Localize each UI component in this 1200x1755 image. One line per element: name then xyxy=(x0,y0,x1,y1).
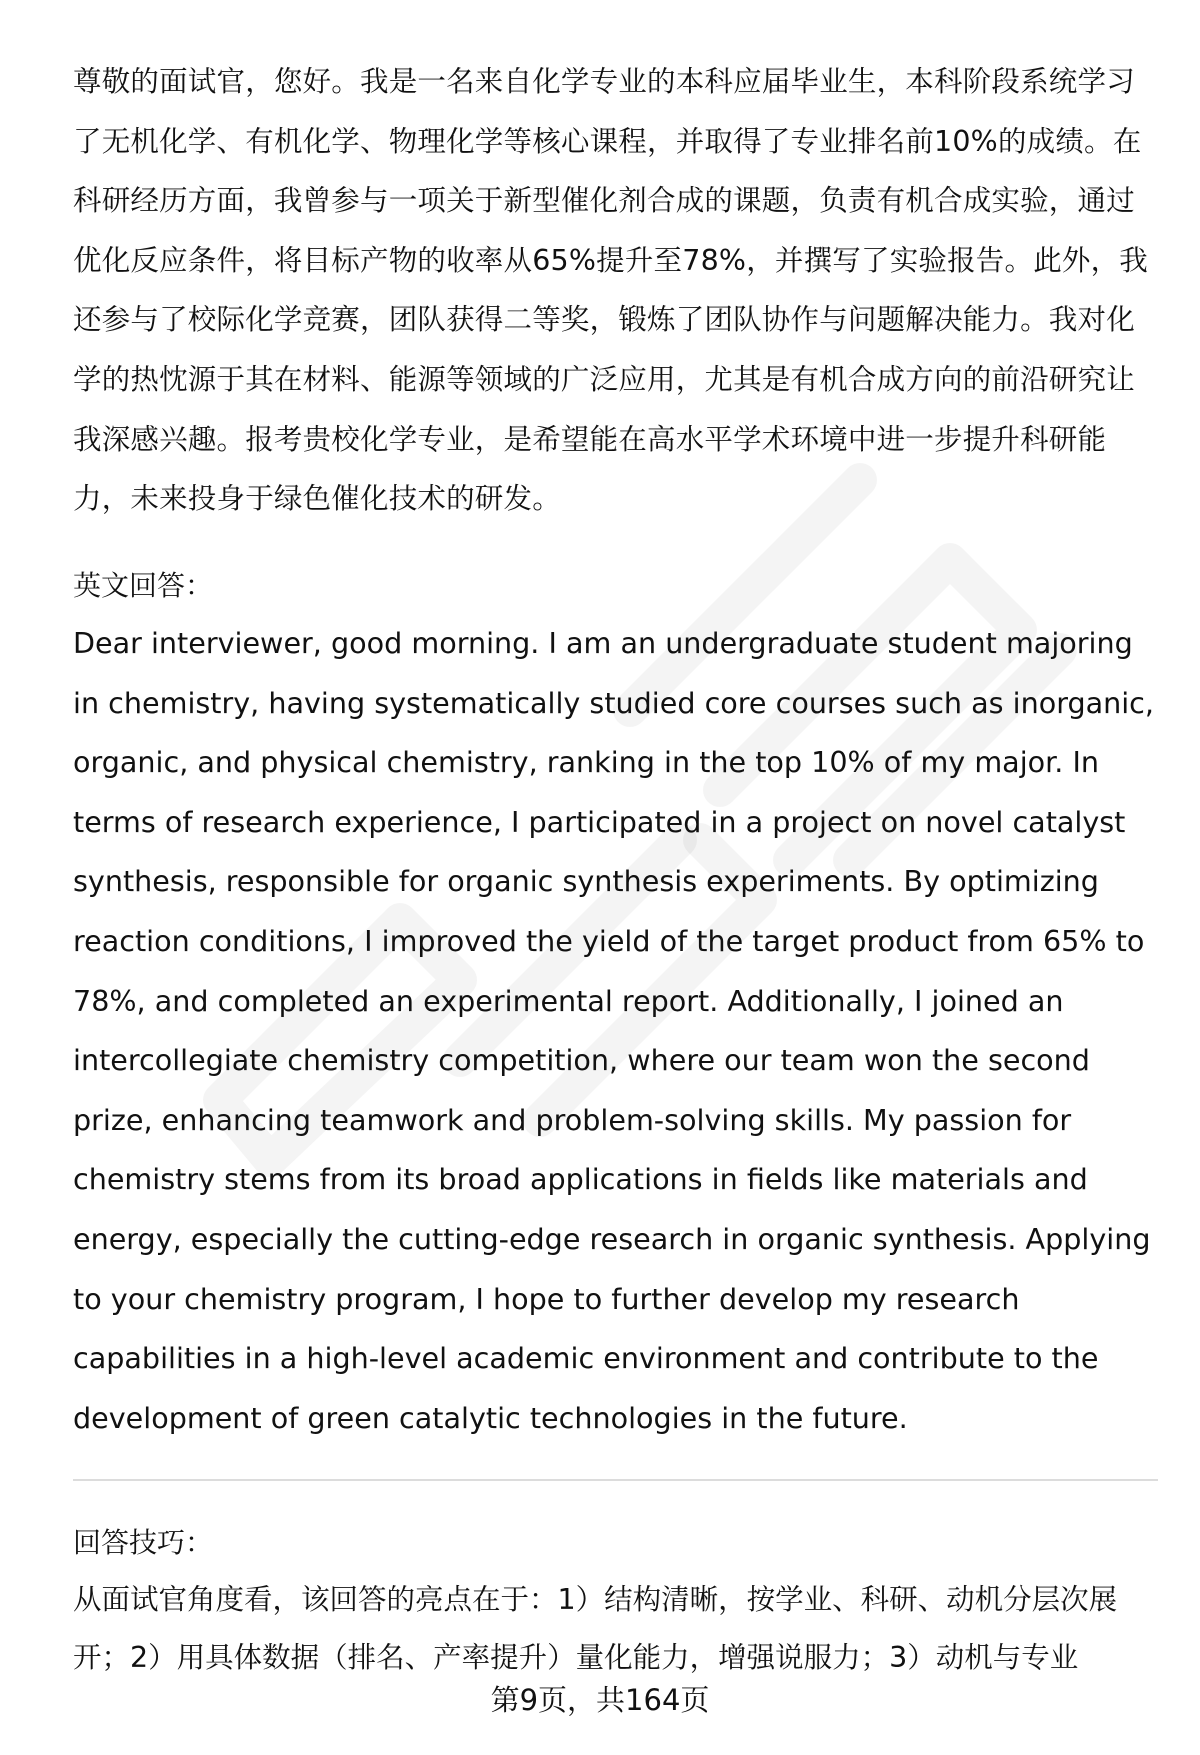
tips-paragraph: 从面试官角度看，该回答的亮点在于：1）结构清晰，按学业、科研、动机分层次展开；2）用具体数据（排名、产率提升）量化能力，增强说服力；3）动机与专业 xyxy=(73,1583,1118,1674)
intro-paragraph-chinese: 尊敬的面试官，您好。我是一名来自化学专业的本科应届毕业生，本科阶段系统学习了无机化学、有机化学、物理化学等核心课程，并取得了专业排名前10%的成绩。在科研经历方面，我曾参与一项关于新型催化剂合成的课题，负责有机合成实验，通过优化反应条件，将目标产物的收率从65%提升至78%，并撰写了实验报告。此外，我还参与了校际化学竞赛，团队获得二等奖，锻炼了团队协作与问题解决能力。我对化学的热忱源于其在材料、能源等领域的广泛应用，尤其是有机合成方向的前沿研究让我深感兴趣。报考贵校化学专业，是希望能在高水平学术环境中进一步提升科研能力，未来投身于绿色催化技术的研发。 xyxy=(73,65,1148,516)
section-divider xyxy=(73,1479,1158,1481)
english-answer-paragraph: Dear interviewer, good morning. I am an undergraduate student majoring in chemistry, having systematically studied core courses such as inorganic, organic, and physical chemistry, ranking in the top 10% of my major. In terms of research experience, I participated in a project on novel catalyst synthesis, responsible for organic synthesis experiments. By optimizing reaction conditions, I improved the yield of the target product from 65% to 78%, and completed an experimental report. Additionally, I joined an intercollegiate chemistry competition, where our team won the second prize, enhancing teamwork and problem-solving skills. My passion for chemistry stems from its broad applications in fields like materials and energy, especially the cutting-edge research in organic synthesis. Applying to your chemistry program, I hope to further develop my research capabilities in a high-level academic environment and contribute to the development of green catalytic technologies in the future. xyxy=(73,626,1154,1435)
tips-label: 回答技巧： xyxy=(73,1526,214,1559)
english-answer-label: 英文回答： xyxy=(73,569,214,602)
page-number-footer: 第9页，共164页 xyxy=(490,1683,710,1717)
